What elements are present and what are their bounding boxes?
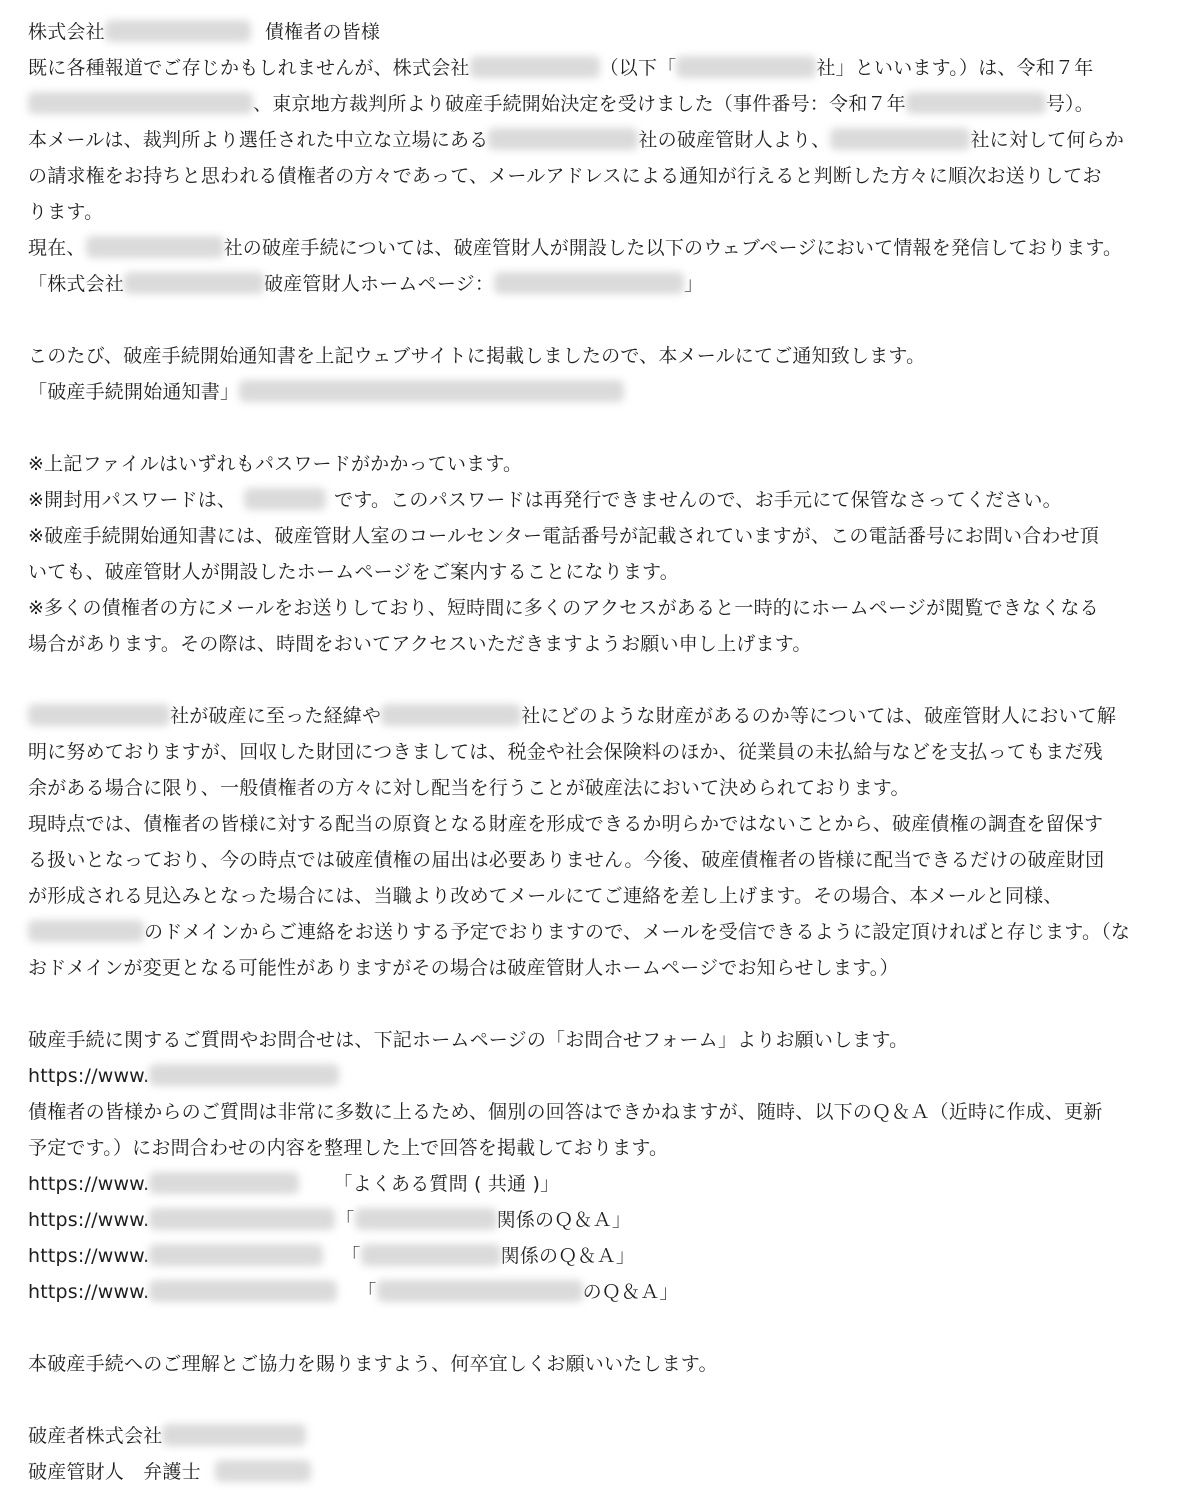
explanation-line-4: 現時点では、債権者の皆様に対する配当の原資となる財産を形成できるか明らかではないことから、破産債権の調査を留保す bbox=[28, 813, 1104, 835]
intro-line-2: 、東京地方裁判所より破産手続開始決定を受けました（事件番号：令和７年 号）。 bbox=[28, 86, 1188, 122]
inquiry-url-line[interactable] bbox=[28, 1058, 1188, 1094]
redacted-url[interactable] bbox=[149, 1244, 323, 1266]
inquiry-line-3: 債権者の皆様からのご質問は非常に多数に上るため、個別の回答はできかねますが、随時、以下のＱ＆Ａ（近時に作成、更新 bbox=[28, 1101, 1103, 1123]
explanation-line-5: る扱いとなっており、今の時点では破産債権の届出は必要ありません。今後、破産債権者の皆様に配当できるだけの破産財団 bbox=[28, 849, 1105, 871]
faq-link-4[interactable]: https://www. 「 のＱ＆Ａ」 bbox=[28, 1281, 679, 1303]
signature-trustee: 破産管財人 弁護士 bbox=[28, 1454, 1188, 1490]
notice-line-2: 「破産手続開始通知書」 bbox=[28, 374, 1188, 410]
note-line-2: ※開封用パスワードは、 です。このパスワードは再発行できませんので、お手元にて保管なさってください。 bbox=[28, 489, 1062, 511]
intro-line-1: 既に各種報道でご存じかもしれませんが、株式会社 （以下「 社」といいます。）は、令和７年 bbox=[28, 57, 1094, 79]
inquiry-line-4: 予定です。）にお問合わせの内容を整理した上で回答を掲載しております。 bbox=[28, 1137, 669, 1159]
intro-line-7: 「株式会社 破産管財人ホームページ： 」 bbox=[28, 273, 704, 295]
redacted-company-name bbox=[162, 1424, 306, 1446]
intro-line-5: ります。 bbox=[28, 201, 104, 223]
note-line-1: ※上記ファイルはいずれもパスワードがかかっています。 bbox=[28, 453, 523, 475]
inquiry-line-1: 破産手続に関するご質問やお問合せは、下記ホームページの「お問合せフォーム」よりお願いします。 bbox=[28, 1029, 909, 1051]
greeting-line bbox=[28, 14, 1188, 50]
redacted-url[interactable] bbox=[149, 1064, 339, 1086]
redacted-url[interactable] bbox=[149, 1172, 299, 1194]
redacted-company-short bbox=[86, 236, 224, 258]
explanation-line-7: のドメインからご連絡をお送りする予定でおりますので、メールを受信できるように設定頂ければと存じます。（な bbox=[28, 914, 1188, 950]
redacted-notice-url[interactable] bbox=[239, 380, 624, 402]
intro-line-6: 現在、 社の破産手続については、破産管財人が開設した以下のウェブページにおいて情報を発信しております。 bbox=[28, 237, 1123, 259]
company-prefix: 株式会社 bbox=[28, 21, 105, 43]
note-line-3: ※破産手続開始通知書には、破産管財人室のコールセンター電話番号が記載されていますが、この電話番号にお問い合わせ頂 bbox=[28, 525, 1099, 547]
redacted-case-number bbox=[906, 92, 1046, 114]
redacted-homepage-url[interactable] bbox=[494, 272, 684, 294]
redacted-lawyer-name bbox=[215, 1460, 311, 1482]
inquiry-url[interactable]: https://www. bbox=[28, 1065, 150, 1087]
redacted-company-short bbox=[676, 56, 816, 78]
explanation-line-2: 明に努めておりますが、回収した財団につきましては、税金や社会保険料のほか、従業員の未払給与などを支払ってもまだ残 bbox=[28, 741, 1103, 763]
redacted-password bbox=[244, 488, 326, 510]
explanation-line-8: おドメインが変更となる可能性がありますがその場合は破産管財人ホームページでお知らせします。） bbox=[28, 957, 899, 979]
redacted-category bbox=[361, 1244, 501, 1266]
redacted-url[interactable] bbox=[149, 1208, 335, 1230]
redacted-url[interactable] bbox=[149, 1280, 337, 1302]
redacted-company-name bbox=[470, 56, 600, 78]
note-line-5: ※多くの債権者の方にメールをお送りしており、短時間に多くのアクセスがあると一時的にホームページが閲覧できなくなる bbox=[28, 597, 1099, 619]
redacted-company-short bbox=[28, 704, 170, 726]
redacted-category bbox=[377, 1280, 583, 1302]
note-line-6: 場合があります。その際は、時間をおいてアクセスいただきますようお願い申し上げます。 bbox=[28, 633, 812, 655]
redacted-company-name bbox=[105, 20, 251, 42]
note-line-4: いても、破産管財人が開設したホームページをご案内することになります。 bbox=[28, 561, 679, 583]
explanation-line-6: が形成される見込みとなった場合には、当職より改めてメールにてご連絡を差し上げます。その場合、本メールと同様、 bbox=[28, 885, 1063, 907]
faq-link-3[interactable]: https://www. 「 関係のＱ＆Ａ」 bbox=[28, 1245, 636, 1267]
intro-line-3: 本メールは、裁判所より選任された中立な立場にある 社の破産管財人より、 社に対して何らか bbox=[28, 129, 1125, 151]
redacted-company-name bbox=[124, 272, 264, 294]
redacted-domain bbox=[28, 920, 144, 942]
recipient-salutation: 債権者の皆様 bbox=[264, 21, 381, 43]
explanation-line-1: 社が破産に至った経緯や 社にどのような財産があるのか等については、破産管財人において解 bbox=[28, 698, 1188, 734]
redacted-company-short bbox=[381, 704, 521, 726]
explanation-line-3: 余がある場合に限り、一般債権者の方々に対し配当を行うことが破産法において決められております。 bbox=[28, 777, 910, 799]
notice-line-1: このたび、破産手続開始通知書を上記ウェブサイトに掲載しましたので、本メールにてご通知致します。 bbox=[28, 345, 926, 367]
redacted-company-short bbox=[830, 128, 970, 150]
redacted-company-short bbox=[488, 128, 638, 150]
redacted-category bbox=[355, 1208, 497, 1230]
signature-company: 破産者株式会社 bbox=[28, 1418, 1188, 1454]
email-body bbox=[28, 14, 1188, 1490]
closing-line: 本破産手続へのご理解とご協力を賜りますよう、何卒宜しくお願いいたします。 bbox=[28, 1353, 718, 1375]
intro-line-4: の請求権をお持ちと思われる債権者の方々であって、メールアドレスによる通知が行えると判断した方々に順次お送りしてお bbox=[28, 165, 1102, 187]
faq-link-common[interactable]: https://www. 「よくある質問 ( 共通 )」 bbox=[28, 1173, 560, 1195]
faq-link-2[interactable]: https://www. 「 関係のＱ＆Ａ」 bbox=[28, 1209, 632, 1231]
redacted-date bbox=[28, 92, 253, 114]
